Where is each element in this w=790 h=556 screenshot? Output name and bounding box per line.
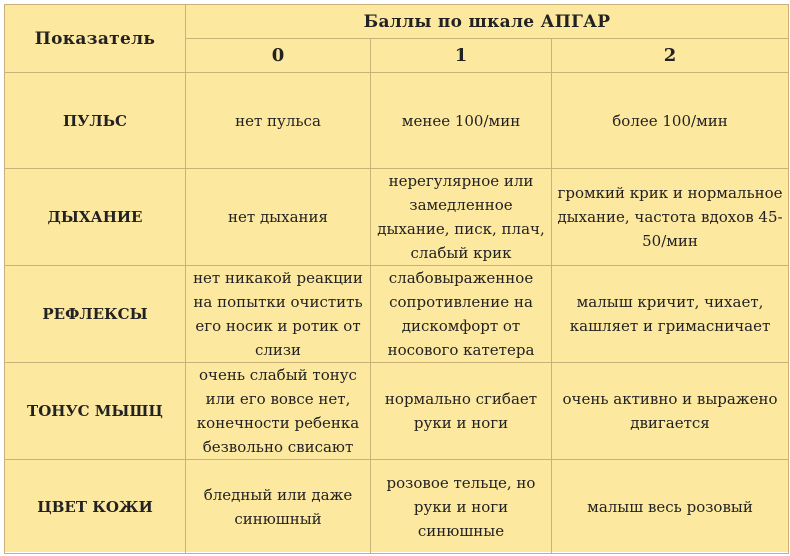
score-1-cell: слабовыраженное сопротивление на дискомфорт от носового катетера	[371, 266, 552, 363]
score-1-cell: нерегулярное или замедленное дыхание, писк, плач, слабый крик	[371, 169, 552, 266]
table-row-skin-color	[5, 460, 789, 554]
indicator-cell: РЕФЛЕКСЫ	[5, 266, 186, 363]
score-2-cell: очень активно и выражено двигается	[552, 363, 789, 460]
score-2-cell: малыш весь розовый	[552, 460, 789, 554]
score-1-cell: розовое тельце, но руки и ноги синюшные	[371, 460, 552, 554]
header-indicator: Показатель	[5, 5, 186, 73]
table-row-reflexes	[5, 266, 789, 363]
score-2-cell: малыш кричит, чихает, кашляет и гримасничает	[552, 266, 789, 363]
indicator-cell: ЦВЕТ КОЖИ	[5, 460, 186, 554]
score-2-cell: громкий крик и нормальное дыхание, частота вдохов 45-50/мин	[552, 169, 789, 266]
score-0-cell: очень слабый тонус или его вовсе нет, конечности ребенка безвольно свисают	[186, 363, 371, 460]
indicator-cell: ТОНУС МЫШЦ	[5, 363, 186, 460]
table-row-muscle-tone	[5, 363, 789, 460]
score-0-cell: нет никакой реакции на попытки очистить его носик и ротик от слизи	[186, 266, 371, 363]
score-1-cell: менее 100/мин	[371, 73, 552, 169]
score-1-cell: нормально сгибает руки и ноги	[371, 363, 552, 460]
score-2-cell: более 100/мин	[552, 73, 789, 169]
header-score-1: 1	[371, 39, 552, 73]
apgar-table	[4, 4, 789, 554]
apgar-table-container	[4, 4, 788, 552]
score-0-cell: бледный или даже синюшный	[186, 460, 371, 554]
indicator-cell: ДЫХАНИЕ	[5, 169, 186, 266]
table-row-breathing	[5, 169, 789, 266]
score-0-cell: нет дыхания	[186, 169, 371, 266]
header-score-2: 2	[552, 39, 789, 73]
header-row-title	[5, 5, 789, 39]
table-row-pulse	[5, 73, 789, 169]
header-scale-title: Баллы по шкале АПГАР	[186, 5, 789, 39]
indicator-cell: ПУЛЬС	[5, 73, 186, 169]
header-score-0: 0	[186, 39, 371, 73]
score-0-cell: нет пульса	[186, 73, 371, 169]
